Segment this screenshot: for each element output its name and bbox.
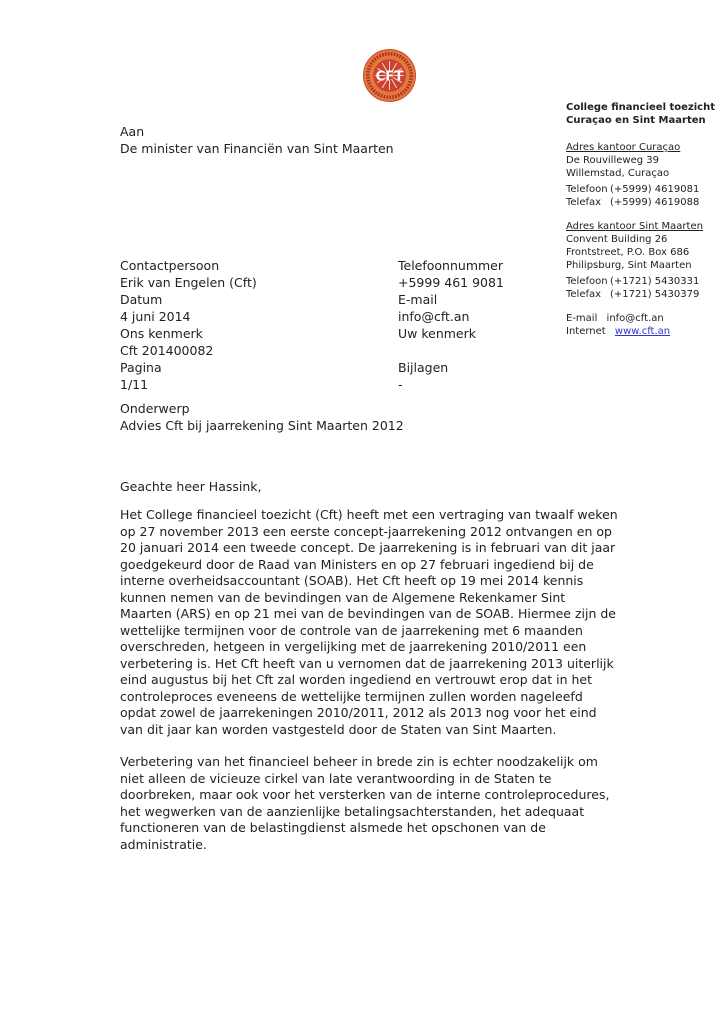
contact-person-value: Erik van Engelen (Cft) [120,275,257,290]
fax-label: Telefax [566,197,602,208]
subject-block [120,400,404,434]
fax-label: Telefax [566,289,602,300]
email-label: E-mail [566,313,598,324]
phone-number-value: +5999 461 9081 [398,275,504,290]
contact-person-label: Contactpersoon [120,258,220,273]
letter-metadata [120,257,600,393]
email-address: info@cft.an [606,313,664,324]
email-value: info@cft.an [398,309,470,324]
page-value: 1/11 [120,377,149,392]
date-value: 4 juni 2014 [120,309,191,324]
curacao-office-block [566,141,718,209]
attachments-label: Bijlagen [398,360,449,375]
curacao-fax-number: (+5999) 4619088 [610,197,700,208]
salutation: Geachte heer Hassink, [120,479,262,494]
subject-value: Advies Cft bij jaarrekening Sint Maarten 2012 [120,418,404,433]
sint-maarten-fax-number: (+1721) 5430379 [610,289,700,300]
organization-name-line2: Curaçao en Sint Maarten [566,115,706,126]
curacao-office-heading: Adres kantoor Curaçao [566,142,681,153]
letter-body [120,507,618,869]
curacao-address-line1: De Rouvilleweg 39 [566,155,659,166]
cft-logo-icon [363,49,416,102]
sint-maarten-address-line1: Convent Building 26 [566,234,668,245]
recipient-name: De minister van Financiën van Sint Maarten [120,141,394,156]
subject-label: Onderwerp [120,401,190,416]
email-label: E-mail [398,292,438,307]
recipient-label: Aan [120,124,145,139]
your-reference-value [398,342,600,359]
body-paragraph: Verbetering van het financieel beheer in brede zin is echter noodzakelijk om niet alleen de vicieuze cirkel van late verantwoording in de Staten te doorbreken, maar ook voor het versterken van de interne controleprocedures, het wegwerken van de aanzienlijke betalingsachterstanden, het adequaat functioneren van de belastingdienst alsmede het opschonen van de administratie. [120,754,610,852]
sint-maarten-office-heading: Adres kantoor Sint Maarten [566,221,703,232]
sint-maarten-address-line2: Frontstreet, P.O. Box 686 [566,247,690,258]
recipient-block [120,123,394,157]
page-label: Pagina [120,360,162,375]
curacao-phone-row [566,183,718,196]
our-reference-value: Cft 201400082 [120,343,214,358]
curacao-phone-number: (+5999) 4619081 [610,184,700,195]
phone-label: Telefoon [566,184,608,195]
organization-name-line1: College financieel toezicht [566,102,716,113]
phone-number-label: Telefoonnummer [398,258,504,273]
website-link[interactable]: www.cft.an [614,326,671,337]
internet-label: Internet [566,326,606,337]
logo-monogram: CFT [375,69,404,85]
sint-maarten-address-line3: Philipsburg, Sint Maarten [566,260,692,271]
sint-maarten-phone-number: (+1721) 5430331 [610,276,700,287]
our-reference-label: Ons kenmerk [120,326,203,341]
cft-logo-svg [363,49,416,102]
phone-label: Telefoon [566,276,608,287]
date-label: Datum [120,292,163,307]
organization-name [566,101,718,127]
curacao-address-line2: Willemstad, Curaçao [566,168,670,179]
body-paragraph: Het College financieel toezicht (Cft) heeft met een vertraging van twaalf weken op 27 november 2013 een eerste concept-jaarrekening 2012 ontvangen en op 20 januari 2014 een tweede concept. De jaarrekening is in februari van dit jaar goedgekeurd door de Raad van Ministers en op 27 februari ingediend bij de interne overheidsaccountant (SOAB). Het Cft heeft op 19 mei 2014 kennis kunnen nemen van de bevindingen van de Algemene Rekenkamer Sint Maarten (ARS) en op 21 mei van de bevindingen van de SOAB. Hiermee zijn de wettelijke termijnen voor de controle van de jaarrekening met 6 maanden overschreden, hetgeen in vergelijking met de jaarrekening 2010/2011 een verbetering is. Het Cft heeft van u vernomen dat de jaarrekening 2013 uiterlijk eind augustus bij het Cft zal worden ingediend en vertrouwt erop dat in het controleproces eveneens de wettelijke termijnen zullen worden nageleefd opdat zowel de jaarrekeningen 2010/2011, 2012 als 2013 nog voor het eind van dit jaar kan worden vastgesteld door de Staten van Sint Maarten. [120,507,618,737]
attachments-value: - [398,377,403,392]
curacao-fax-row [566,196,718,209]
your-reference-label: Uw kenmerk [398,326,476,341]
